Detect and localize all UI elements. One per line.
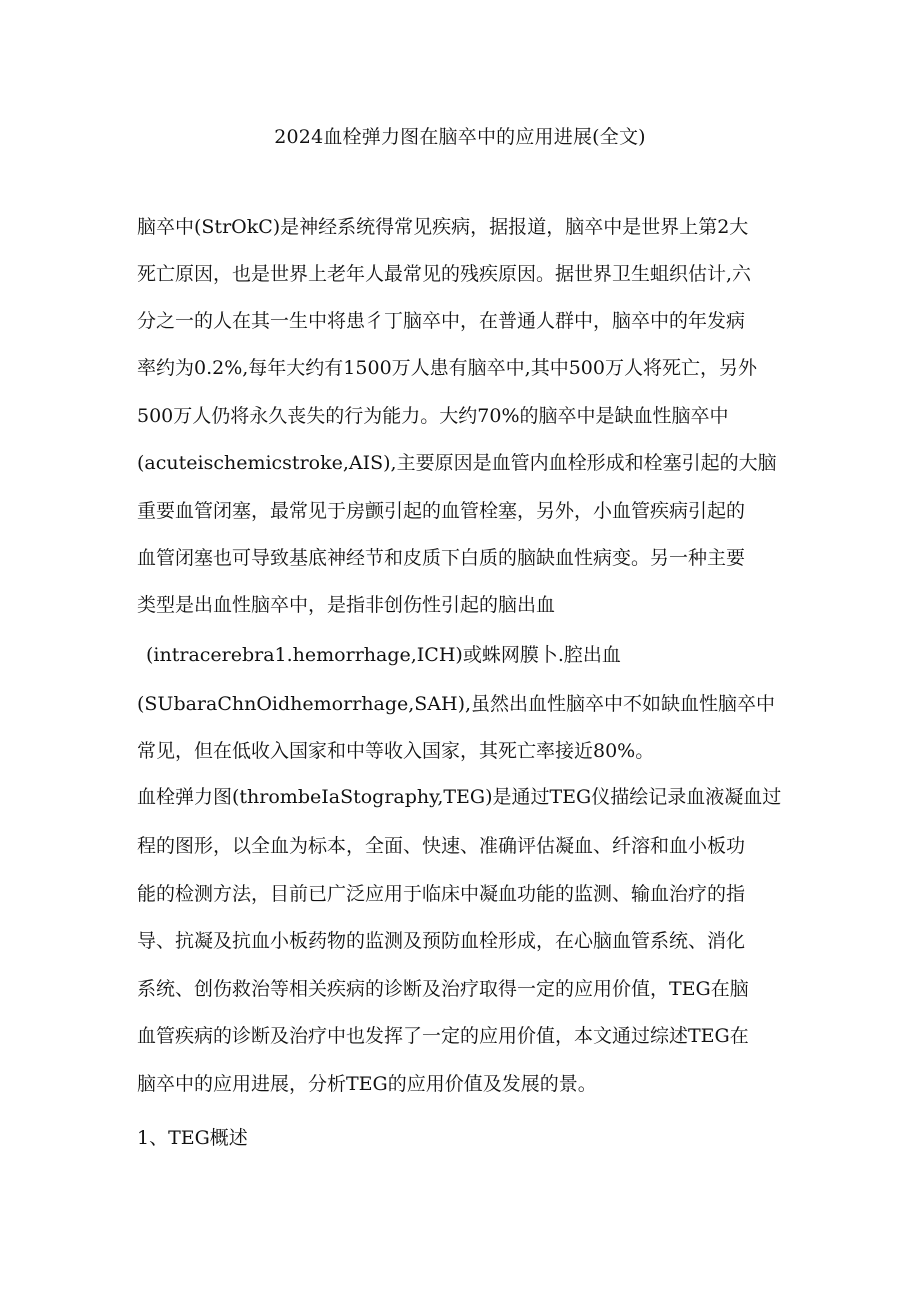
paragraph-1-line-10: (intracerebra1.hemorrhage,ICH)或蛛网膜卜.腔出血 <box>146 644 621 666</box>
paragraph-1-line-1: 脑卒中(StrOkC)是神经系统得常见疾病，据报道，脑卒中是世界上第2大 <box>137 216 749 238</box>
paragraph-1-line-11: (SUbaraChnOidhemorrhage,SAH),虽然出血性脑卒中不如缺血性脑卒中 <box>137 693 776 715</box>
paragraph-1-line-6: (acuteischemicstroke,AIS),主要原因是血管内血栓形成和栓塞引起的大脑 <box>137 452 777 474</box>
paragraph-1-line-12: 常见，但在低收入国家和中等收入国家，其死亡率接近80%。 <box>137 740 655 762</box>
paragraph-1-line-8: 血管闭塞也可导致基底神经节和皮质下白质的脑缺血性病变。另一种主要 <box>137 547 746 569</box>
paragraph-2-line-7: 脑卒中的应用进展，分析TEG的应用价值及发展的景。 <box>137 1073 597 1095</box>
paragraph-2-line-3: 能的检测方法，目前已广泛应用于临床中凝血功能的监测、输血治疗的指 <box>137 883 746 905</box>
paragraph-2-line-6: 血管疾病的诊断及治疗中也发挥了一定的应用价值，本文通过综述TEG在 <box>137 1025 749 1047</box>
paragraph-2-line-5: 系统、创伤救治等相关疾病的诊断及治疗取得一定的应用价值，TEG在脑 <box>137 978 749 1000</box>
paragraph-1-line-4: 率约为0.2%,每年大约有1500万人患有脑卒中,其中500万人将死亡，另外 <box>137 357 757 379</box>
paragraph-2-line-4: 导、抗凝及抗血小板药物的监测及预防血栓形成，在心脑血管系统、消化 <box>137 930 746 952</box>
paragraph-2-line-2: 程的图形，以全血为标本，全面、快速、准确评估凝血、纤溶和血小板功 <box>137 835 746 857</box>
paragraph-1-line-5: 500万人仍将永久丧失的行为能力。大约70%的脑卒中是缺血性脑卒中 <box>137 405 729 427</box>
section-heading: 1、TEG概述 <box>137 1127 248 1149</box>
paragraph-2-line-1: 血栓弹力图(thrombeIaStography,TEG)是通过TEG仪描绘记录血液凝血过 <box>137 786 782 808</box>
paragraph-1-line-3: 分之一的人在其一生中将患彳丁脑卒中，在普通人群中，脑卒中的年发病 <box>137 310 746 332</box>
paragraph-1-line-2: 死亡原因，也是世界上老年人最常见的残疾原因。据世界卫生蛆织估计,六 <box>137 263 752 285</box>
paragraph-1-line-7: 重要血管闭塞，最常见于房颤引起的血管栓塞，另外，小血管疾病引起的 <box>137 500 746 522</box>
paragraph-1-line-9: 类型是出血性脑卒中，是指非创伤性引起的脑出血 <box>137 594 556 616</box>
document-title: 2024血栓弹力图在脑卒中的应用进展(全文) <box>274 126 646 148</box>
